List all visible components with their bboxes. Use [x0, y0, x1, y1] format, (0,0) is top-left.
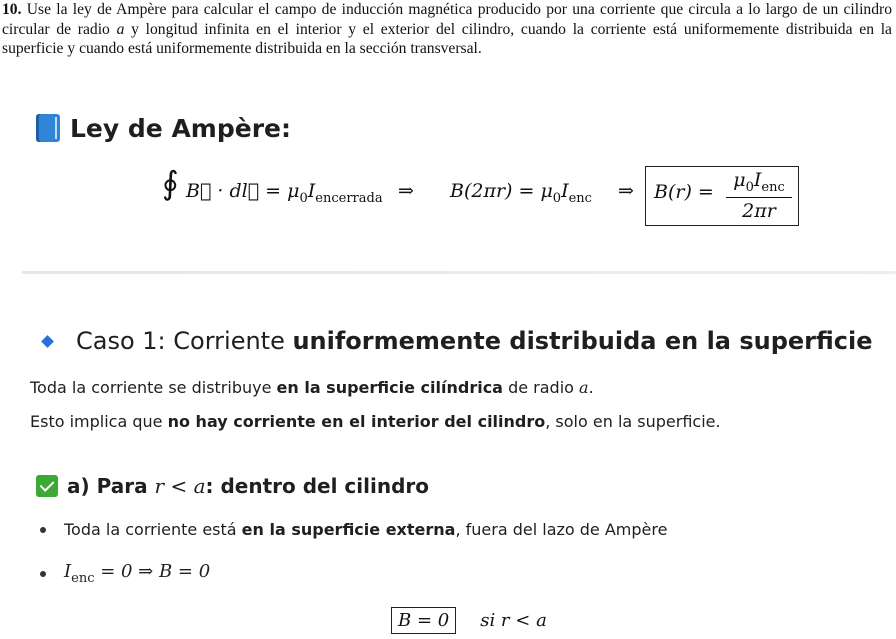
check-icon: [36, 475, 58, 497]
subcase-a-heading: [36, 470, 429, 502]
result-fraction: [726, 169, 792, 222]
bullet-text-1: Toda la corriente está en la superficie externa, fuera del lazo de Ampère: [64, 520, 668, 539]
problem-statement: [2, 0, 892, 59]
case1-heading: [40, 322, 873, 360]
equation-middle: $B(2\pi r) = \mu_0I_{enc}$: [450, 180, 592, 206]
closed-integral-symbol: ∮: [162, 164, 179, 202]
problem-text-1: Use la ley de Ampère para calcular el campo de inducción magnética producido por una corriente que circula a lo largo de un cilindro circular de radio: [2, 1, 892, 38]
result-condition: si r < a: [480, 609, 547, 631]
subcase-a-title: a) Para r < a: dentro del cilindro: [67, 474, 430, 498]
section-title: Ley de Ampère:: [70, 113, 291, 143]
bullet-dot: [40, 571, 46, 577]
case1-line-1: Toda la corriente se distribuye en la superficie cilíndrica de radio a.: [30, 378, 594, 397]
fraction-denominator: 2πr: [742, 200, 776, 222]
list-item: [40, 520, 667, 539]
case1-title: Caso 1: Corriente uniformemente distribuida en la superficie: [76, 327, 873, 355]
case1-line-2: Esto implica que no hay corriente en el interior del cilindro, solo en la superficie.: [30, 412, 721, 431]
ampere-equation: [162, 160, 842, 235]
list-item: [40, 561, 210, 586]
fraction-bar: [726, 197, 792, 198]
bullet-dot: [40, 527, 46, 533]
equation-lhs: B⃗ · dl⃗ = $\mu_0I_{encerrada}$: [186, 180, 383, 206]
implies-arrow-1: ⇒: [398, 180, 414, 202]
implies-arrow-2: ⇒: [618, 180, 634, 202]
section-heading-ampere-law: [36, 108, 291, 148]
diamond-icon: [41, 335, 54, 348]
boxed-b-zero: B = 0: [391, 607, 456, 634]
book-icon: [36, 114, 60, 142]
bullet-equation: $I_{enc} = 0$ ⇒ B = 0: [64, 561, 211, 586]
problem-var-a: a: [116, 20, 125, 38]
problem-number: 10.: [2, 1, 22, 18]
boxed-result: [645, 166, 799, 226]
final-result: [391, 605, 547, 635]
problem-text-2: y longitud infinita en el interior y el exterior del cilindro, cuando la corriente está uniformemente distribuida en la superficie y cuando está uniformemente distribuida en la sección transversal.: [2, 20, 892, 57]
section-divider: [22, 271, 896, 274]
boxed-lhs: B(r) =: [654, 181, 714, 203]
fraction-numerator: $\mu_0I_{enc}$: [733, 169, 785, 195]
